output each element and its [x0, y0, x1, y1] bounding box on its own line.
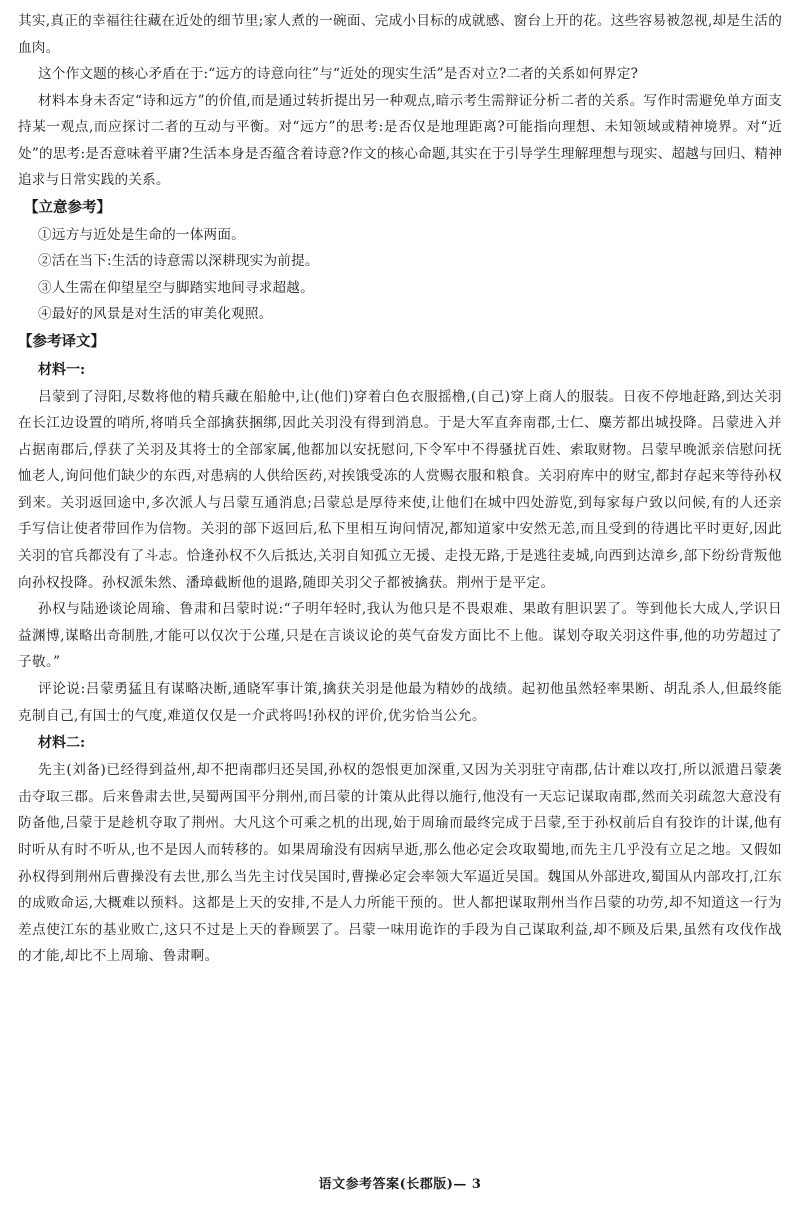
- reference-point-4: ④最好的风景是对生活的审美化观照。: [38, 306, 273, 322]
- analysis-core-question: 这个作文题的核心矛盾在于:“远方的诗意向往”与“近处的现实生活”是否对立?二者的关系如何界定?: [38, 66, 639, 82]
- analysis-paragraph: 材料本身未否定“诗和远方”的价值,而是通过转折提出另一种观点,暗示考生需辩证分析二者的关系。写作时需避免单方面支持某一观点,而应探讨二者的互动与平衡。对“远方”的思考:是否仅是地理距离?可能指向理想、未知领域或精神境界。对“近处”的思考:是否意味着平庸?生活本身是否蕴含着诗意?作文的核心命题,其实在于引导学生理解理想与现实、超越与回归、精神追求与日常实践的关系。: [18, 92, 782, 188]
- reference-point-1: ①远方与近处是生命的一体两面。: [38, 226, 245, 243]
- material-2-label: 材料二:: [38, 735, 86, 752]
- material-1-label: 材料一:: [38, 361, 86, 378]
- material-1-paragraph-2: 孙权与陆逊谈论周瑜、鲁肃和吕蒙时说:“子明年轻时,我认为他只是不畏艰难、果敢有胆识罢了。等到他长大成人,学识日益渊博,谋略出奇制胜,才能可以仅次于公瑾,只是在言谈议论的英气奋发方面比不上他。谋划夺取关羽这件事,他的功劳超过了子敬。”: [18, 601, 782, 671]
- reference-point-2: ②活在当下:生活的诗意需以深耕现实为前提。: [38, 253, 319, 269]
- reference-point-3: ③人生需在仰望星空与脚踏实地间寻求超越。: [38, 279, 314, 296]
- material-1-paragraph-1: 吕蒙到了浔阳,尽数将他的精兵藏在船舱中,让(他们)穿着白色衣服摇橹,(自己)穿上商人的服装。日夜不停地赶路,到达关羽在长江边设置的哨所,将哨兵全部擒获捆绑,因此关羽没有得到消息。于是大军直奔南郡,士仁、麋芳都出城投降。吕蒙进入并占据南郡后,俘获了关羽及其将士的全部家属,他都加以安抚慰问,下令军中不得骚扰百姓、索取财物。吕蒙早晚派亲信慰问抚恤老人,询问他们缺少的东西,对患病的人供给医药,对挨饿受冻的人赏赐衣服和粮食。关羽府库中的财宝,都封存起来等待孙权到来。关羽返回途中,多次派人与吕蒙互通消息;吕蒙总是厚待来使,让他们在城中四处游览,到每家每户致以问候,有的人还亲手写信让使者带回作为信物。关羽的部下返回后,私下里相互询问情况,都知道家中安然无恙,而且受到的待遇比平时更好,因此关羽的官兵都没有了斗志。恰逢孙权不久后抵达,关羽自知孤立无援、走投无路,于是逃往麦城,向西到达漳乡,部下纷纷背叛他向孙权投降。孙权派朱然、潘璋截断他的退路,随即关羽父子都被擒获。荆州于是平定。: [18, 388, 782, 591]
- translation-heading: 【参考译文】: [18, 332, 105, 350]
- analysis-intro-continuation: 其实,真正的幸福往往藏在近处的细节里;家人煮的一碗面、完成小目标的成就感、窗台上开的花。这些容易被忽视,却是生活的血肉。: [18, 13, 782, 56]
- material-1-paragraph-3: 评论说:吕蒙勇猛且有谋略决断,通晓军事计策,擒获关羽是他最为精妙的战绩。起初他虽然轻率果断、胡乱杀人,但最终能克制自己,有国士的气度,难道仅仅是一介武将吗!孙权的评价,优劣恰当公允。: [18, 681, 782, 724]
- material-2-paragraph-1: 先主(刘备)已经得到益州,却不把南郡归还吴国,孙权的怨恨更加深重,又因为关羽驻守南郡,估计难以攻打,所以派遣吕蒙袭击夺取三郡。后来鲁肃去世,吴蜀两国平分荆州,而吕蒙的计策从此得以施行,他没有一天忘记谋取南郡,然而关羽疏忽大意没有防备他,吕蒙于是趁机夺取了荆州。大凡这个可乘之机的出现,始于周瑜而最终完成于吕蒙,至于孙权前后自有狡诈的计谋,他有时听从有时不听从,也不是因人而转移的。如果周瑜没有因病早逝,那么他必定会攻取蜀地,而先主几乎没有立足之地。又假如孙权得到荆州后曹操没有去世,那么当先主讨伐吴国时,曹操必定会率领大军逼近吴国。魏国从外部进攻,蜀国从内部攻打,江东的成败命运,大概难以预料。这都是上天的安排,不是人力所能干预的。世人都把谋取荆州当作吕蒙的功劳,却不知道这一行为差点使江东的基业败亡,这只不过是上天的眷顾罢了。吕蒙一味用诡诈的手段为自己谋取利益,却不顾及后果,虽然有攻伐作战的才能,却比不上周瑜、鲁肃啊。: [18, 762, 782, 965]
- reference-points-heading: 【立意参考】: [24, 198, 111, 216]
- page-footer: 语文参考答案(长郡版)— 3: [318, 1177, 482, 1192]
- page-content: [18, 8, 782, 970]
